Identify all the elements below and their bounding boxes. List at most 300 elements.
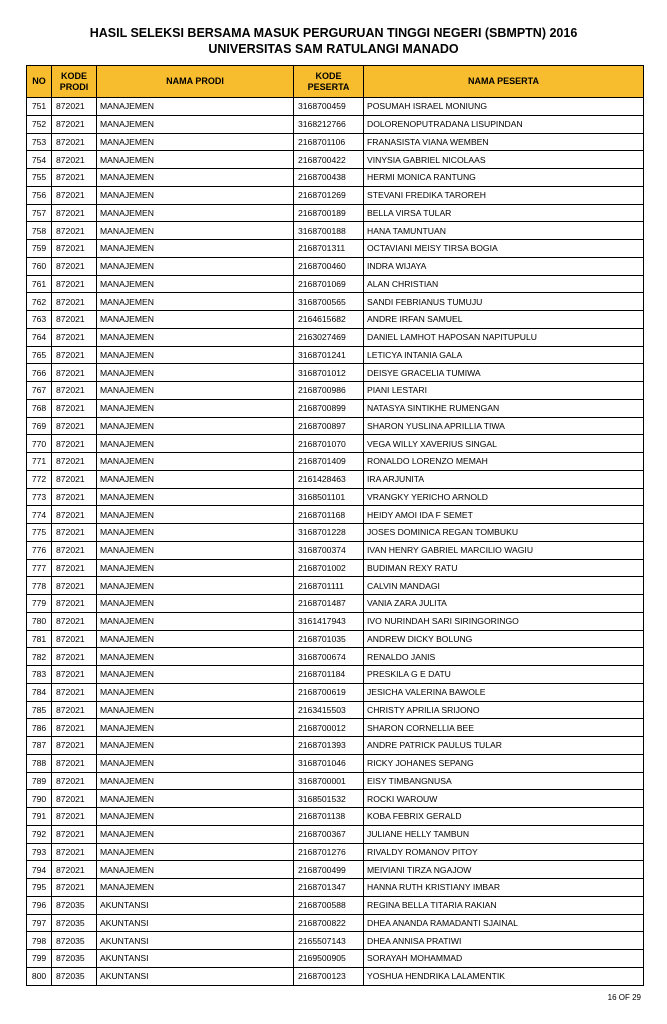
row-nama-peserta: CHRISTY APRILIA SRIJONO: [364, 701, 644, 719]
row-kode-peserta: 2168701347: [294, 879, 364, 897]
row-kode-peserta: 2163415503: [294, 701, 364, 719]
row-kode-prodi: 872021: [52, 577, 97, 595]
table-row: [27, 559, 644, 577]
row-nama-peserta: BUDIMAN REXY RATU: [364, 559, 644, 577]
row-nama-peserta: NATASYA SINTIKHE RUMENGAN: [364, 399, 644, 417]
row-nama-prodi: MANAJEMEN: [97, 133, 294, 151]
table-row: [27, 204, 644, 222]
row-no: 767: [27, 382, 52, 400]
row-kode-prodi: 872021: [52, 719, 97, 737]
row-kode-peserta: 3168700001: [294, 772, 364, 790]
row-nama-prodi: MANAJEMEN: [97, 169, 294, 187]
row-nama-peserta: HANA TAMUNTUAN: [364, 222, 644, 240]
row-no: 795: [27, 879, 52, 897]
row-kode-prodi: 872021: [52, 737, 97, 755]
row-kode-peserta: 2168701002: [294, 559, 364, 577]
row-no: 800: [27, 967, 52, 985]
row-kode-peserta: 2168700897: [294, 417, 364, 435]
row-no: 776: [27, 541, 52, 559]
row-nama-prodi: MANAJEMEN: [97, 417, 294, 435]
row-kode-prodi: 872035: [52, 932, 97, 950]
row-nama-peserta: VANIA ZARA JULITA: [364, 595, 644, 613]
row-nama-peserta: IVO NURINDAH SARI SIRINGORINGO: [364, 612, 644, 630]
row-kode-peserta: 2168701269: [294, 186, 364, 204]
row-nama-peserta: REGINA BELLA TITARIA RAKIAN: [364, 896, 644, 914]
row-nama-peserta: DOLORENOPUTRADANA LISUPINDAN: [364, 115, 644, 133]
row-nama-peserta: SHARON CORNELLIA BEE: [364, 719, 644, 737]
table-row: [27, 861, 644, 879]
row-no: 771: [27, 453, 52, 471]
row-nama-prodi: MANAJEMEN: [97, 612, 294, 630]
row-nama-peserta: RENALDO JANIS: [364, 648, 644, 666]
row-nama-prodi: MANAJEMEN: [97, 151, 294, 169]
row-nama-peserta: STEVANI FREDIKA TAROREH: [364, 186, 644, 204]
row-nama-prodi: MANAJEMEN: [97, 808, 294, 826]
row-kode-peserta: 2168701276: [294, 843, 364, 861]
row-kode-prodi: 872021: [52, 666, 97, 684]
header-nama-prodi: NAMA PRODI: [97, 66, 294, 98]
row-nama-peserta: CALVIN MANDAGI: [364, 577, 644, 595]
row-nama-peserta: HERMI MONICA RANTUNG: [364, 169, 644, 187]
row-kode-peserta: 2168700012: [294, 719, 364, 737]
row-no: 770: [27, 435, 52, 453]
row-kode-peserta: 2168700588: [294, 896, 364, 914]
row-no: 751: [27, 98, 52, 116]
row-kode-peserta: 2168700438: [294, 169, 364, 187]
row-nama-peserta: HEIDY AMOI IDA F SEMET: [364, 506, 644, 524]
row-kode-prodi: 872021: [52, 382, 97, 400]
row-nama-prodi: MANAJEMEN: [97, 399, 294, 417]
row-nama-prodi: MANAJEMEN: [97, 186, 294, 204]
row-kode-peserta: 3168701046: [294, 754, 364, 772]
table-row: [27, 914, 644, 932]
row-nama-peserta: INDRA WIJAYA: [364, 257, 644, 275]
row-kode-peserta: 3168700459: [294, 98, 364, 116]
row-kode-prodi: 872021: [52, 861, 97, 879]
table-body: [27, 98, 644, 986]
header-kode-prodi: KODE PRODI: [52, 66, 97, 98]
table-row: [27, 719, 644, 737]
row-nama-peserta: ANDRE IRFAN SAMUEL: [364, 311, 644, 329]
row-kode-prodi: 872021: [52, 843, 97, 861]
row-kode-peserta: 2168701311: [294, 240, 364, 258]
row-kode-peserta: 2168700189: [294, 204, 364, 222]
row-nama-peserta: BELLA VIRSA TULAR: [364, 204, 644, 222]
row-no: 764: [27, 328, 52, 346]
page-number: 16 OF 29: [607, 993, 641, 1002]
row-kode-prodi: 872021: [52, 151, 97, 169]
table-row: [27, 577, 644, 595]
row-no: 760: [27, 257, 52, 275]
table-row: [27, 328, 644, 346]
row-no: 789: [27, 772, 52, 790]
row-kode-prodi: 872021: [52, 169, 97, 187]
row-no: 796: [27, 896, 52, 914]
row-no: 752: [27, 115, 52, 133]
row-nama-prodi: MANAJEMEN: [97, 275, 294, 293]
row-nama-peserta: JOSES DOMINICA REGAN TOMBUKU: [364, 524, 644, 542]
table-row: [27, 417, 644, 435]
table-row: [27, 790, 644, 808]
row-kode-prodi: 872021: [52, 701, 97, 719]
row-no: 787: [27, 737, 52, 755]
row-nama-prodi: MANAJEMEN: [97, 293, 294, 311]
row-nama-prodi: AKUNTANSI: [97, 896, 294, 914]
row-nama-peserta: DHEA ANANDA RAMADANTI SJAINAL: [364, 914, 644, 932]
table-row: [27, 453, 644, 471]
row-nama-prodi: MANAJEMEN: [97, 488, 294, 506]
table-row: [27, 683, 644, 701]
row-no: 794: [27, 861, 52, 879]
table-row: [27, 630, 644, 648]
row-nama-prodi: MANAJEMEN: [97, 524, 294, 542]
row-nama-prodi: MANAJEMEN: [97, 861, 294, 879]
row-kode-prodi: 872021: [52, 435, 97, 453]
row-nama-prodi: MANAJEMEN: [97, 328, 294, 346]
row-nama-peserta: FRANASISTA VIANA WEMBEN: [364, 133, 644, 151]
document-title: HASIL SELEKSI BERSAMA MASUK PERGURUAN TINGGI NEGERI (SBMPTN) 2016: [89, 26, 578, 40]
row-nama-peserta: OCTAVIANI MEISY TIRSA BOGIA: [364, 240, 644, 258]
table-row: [27, 435, 644, 453]
table-row: [27, 612, 644, 630]
row-kode-peserta: 2168701106: [294, 133, 364, 151]
row-kode-peserta: 3168701241: [294, 346, 364, 364]
row-kode-prodi: 872021: [52, 133, 97, 151]
row-kode-peserta: 3168212766: [294, 115, 364, 133]
row-nama-prodi: MANAJEMEN: [97, 879, 294, 897]
row-kode-peserta: 2168701487: [294, 595, 364, 613]
table-row: [27, 382, 644, 400]
document-subtitle: UNIVERSITAS SAM RATULANGI MANADO: [208, 42, 459, 56]
row-nama-peserta: VINYSIA GABRIEL NICOLAAS: [364, 151, 644, 169]
row-kode-prodi: 872021: [52, 754, 97, 772]
row-kode-prodi: 872021: [52, 595, 97, 613]
row-nama-prodi: MANAJEMEN: [97, 559, 294, 577]
row-no: 757: [27, 204, 52, 222]
table-row: [27, 524, 644, 542]
row-no: 777: [27, 559, 52, 577]
row-no: 799: [27, 950, 52, 968]
row-nama-prodi: MANAJEMEN: [97, 648, 294, 666]
row-kode-peserta: 2168700822: [294, 914, 364, 932]
row-no: 780: [27, 612, 52, 630]
table-row: [27, 950, 644, 968]
row-kode-prodi: 872035: [52, 950, 97, 968]
table-row: [27, 240, 644, 258]
row-nama-peserta: RICKY JOHANES SEPANG: [364, 754, 644, 772]
row-nama-prodi: MANAJEMEN: [97, 541, 294, 559]
row-kode-peserta: 2168700422: [294, 151, 364, 169]
table-row: [27, 222, 644, 240]
row-nama-peserta: ALAN CHRISTIAN: [364, 275, 644, 293]
table-row: [27, 470, 644, 488]
table-row: [27, 808, 644, 826]
row-nama-prodi: MANAJEMEN: [97, 435, 294, 453]
row-nama-prodi: MANAJEMEN: [97, 754, 294, 772]
row-no: 773: [27, 488, 52, 506]
row-kode-prodi: 872021: [52, 417, 97, 435]
row-kode-prodi: 872021: [52, 506, 97, 524]
results-table: [26, 65, 644, 986]
row-kode-prodi: 872021: [52, 772, 97, 790]
row-kode-peserta: 2168700619: [294, 683, 364, 701]
row-nama-prodi: MANAJEMEN: [97, 204, 294, 222]
table-row: [27, 666, 644, 684]
row-nama-prodi: MANAJEMEN: [97, 737, 294, 755]
row-kode-peserta: 2164615682: [294, 311, 364, 329]
header-kode-peserta: KODE PESERTA: [294, 66, 364, 98]
row-no: 768: [27, 399, 52, 417]
row-kode-peserta: 2168701035: [294, 630, 364, 648]
row-kode-prodi: 872021: [52, 115, 97, 133]
table-row: [27, 772, 644, 790]
row-no: 759: [27, 240, 52, 258]
row-no: 755: [27, 169, 52, 187]
row-no: 763: [27, 311, 52, 329]
row-no: 769: [27, 417, 52, 435]
row-kode-prodi: 872021: [52, 346, 97, 364]
row-no: 775: [27, 524, 52, 542]
row-kode-peserta: 2168700499: [294, 861, 364, 879]
row-no: 766: [27, 364, 52, 382]
row-kode-peserta: 2169500905: [294, 950, 364, 968]
row-nama-peserta: DHEA ANNISA PRATIWI: [364, 932, 644, 950]
row-no: 779: [27, 595, 52, 613]
row-kode-peserta: 3168701012: [294, 364, 364, 382]
row-kode-peserta: 2168701184: [294, 666, 364, 684]
row-kode-peserta: 3168700565: [294, 293, 364, 311]
table-row: [27, 648, 644, 666]
row-nama-prodi: MANAJEMEN: [97, 98, 294, 116]
row-nama-peserta: DEISYE GRACELIA TUMIWA: [364, 364, 644, 382]
row-kode-peserta: 2161428463: [294, 470, 364, 488]
row-nama-peserta: EISY TIMBANGNUSA: [364, 772, 644, 790]
row-no: 782: [27, 648, 52, 666]
row-no: 754: [27, 151, 52, 169]
row-nama-prodi: AKUNTANSI: [97, 914, 294, 932]
row-nama-prodi: AKUNTANSI: [97, 950, 294, 968]
row-no: 762: [27, 293, 52, 311]
row-nama-peserta: IVAN HENRY GABRIEL MARCILIO WAGIU: [364, 541, 644, 559]
row-kode-peserta: 3168700374: [294, 541, 364, 559]
row-kode-peserta: 2168700123: [294, 967, 364, 985]
table-row: [27, 737, 644, 755]
row-kode-peserta: 3168501101: [294, 488, 364, 506]
row-kode-peserta: 3161417943: [294, 612, 364, 630]
row-no: 783: [27, 666, 52, 684]
table-row: [27, 311, 644, 329]
row-no: 774: [27, 506, 52, 524]
row-nama-prodi: MANAJEMEN: [97, 825, 294, 843]
row-no: 778: [27, 577, 52, 595]
row-no: 761: [27, 275, 52, 293]
table-row: [27, 169, 644, 187]
table-row: [27, 257, 644, 275]
row-kode-peserta: 2168700986: [294, 382, 364, 400]
table-row: [27, 932, 644, 950]
table-row: [27, 98, 644, 116]
row-nama-peserta: SORAYAH MOHAMMAD: [364, 950, 644, 968]
row-kode-prodi: 872021: [52, 364, 97, 382]
row-nama-prodi: MANAJEMEN: [97, 630, 294, 648]
row-kode-prodi: 872021: [52, 399, 97, 417]
row-no: 785: [27, 701, 52, 719]
row-nama-prodi: MANAJEMEN: [97, 843, 294, 861]
table-row: [27, 151, 644, 169]
table-row: [27, 115, 644, 133]
row-nama-peserta: YOSHUA HENDRIKA LALAMENTIK: [364, 967, 644, 985]
row-nama-prodi: MANAJEMEN: [97, 257, 294, 275]
table-row: [27, 879, 644, 897]
row-nama-peserta: VRANGKY YERICHO ARNOLD: [364, 488, 644, 506]
row-nama-peserta: PIANI LESTARI: [364, 382, 644, 400]
row-nama-peserta: LETICYA INTANIA GALA: [364, 346, 644, 364]
table-row: [27, 506, 644, 524]
table-row: [27, 754, 644, 772]
row-no: 781: [27, 630, 52, 648]
row-kode-prodi: 872021: [52, 328, 97, 346]
row-kode-prodi: 872021: [52, 612, 97, 630]
row-nama-prodi: MANAJEMEN: [97, 790, 294, 808]
row-kode-prodi: 872021: [52, 541, 97, 559]
row-nama-prodi: MANAJEMEN: [97, 666, 294, 684]
row-kode-peserta: 2168701111: [294, 577, 364, 595]
row-nama-peserta: ANDRE PATRICK PAULUS TULAR: [364, 737, 644, 755]
row-nama-prodi: MANAJEMEN: [97, 240, 294, 258]
row-kode-prodi: 872021: [52, 275, 97, 293]
row-no: 788: [27, 754, 52, 772]
table-row: [27, 399, 644, 417]
row-kode-prodi: 872021: [52, 790, 97, 808]
row-nama-peserta: SHARON YUSLINA APRILLIA TIWA: [364, 417, 644, 435]
row-nama-peserta: RIVALDY ROMANOV PITOY: [364, 843, 644, 861]
row-no: 791: [27, 808, 52, 826]
row-kode-peserta: 3168700674: [294, 648, 364, 666]
row-no: 792: [27, 825, 52, 843]
row-nama-prodi: MANAJEMEN: [97, 719, 294, 737]
row-nama-prodi: MANAJEMEN: [97, 577, 294, 595]
row-kode-prodi: 872021: [52, 648, 97, 666]
row-no: 786: [27, 719, 52, 737]
row-nama-peserta: HANNA RUTH KRISTIANY IMBAR: [364, 879, 644, 897]
row-kode-prodi: 872021: [52, 98, 97, 116]
table-row: [27, 275, 644, 293]
row-nama-peserta: DANIEL LAMHOT HAPOSAN NAPITUPULU: [364, 328, 644, 346]
row-nama-peserta: ROCKI WAROUW: [364, 790, 644, 808]
row-no: 765: [27, 346, 52, 364]
row-nama-peserta: SANDI FEBRIANUS TUMUJU: [364, 293, 644, 311]
row-kode-peserta: 2168700899: [294, 399, 364, 417]
row-kode-prodi: 872035: [52, 967, 97, 985]
table-row: [27, 843, 644, 861]
row-kode-prodi: 872021: [52, 825, 97, 843]
row-nama-peserta: VEGA WILLY XAVERIUS SINGAL: [364, 435, 644, 453]
row-nama-prodi: MANAJEMEN: [97, 595, 294, 613]
table-row: [27, 488, 644, 506]
row-kode-peserta: 2168700367: [294, 825, 364, 843]
row-nama-prodi: MANAJEMEN: [97, 772, 294, 790]
table-row: [27, 701, 644, 719]
table-row: [27, 346, 644, 364]
row-nama-prodi: MANAJEMEN: [97, 382, 294, 400]
row-kode-peserta: 3168501532: [294, 790, 364, 808]
row-kode-peserta: 2168701138: [294, 808, 364, 826]
row-nama-prodi: AKUNTANSI: [97, 967, 294, 985]
row-nama-peserta: POSUMAH ISRAEL MONIUNG: [364, 98, 644, 116]
row-kode-prodi: 872021: [52, 683, 97, 701]
row-nama-prodi: MANAJEMEN: [97, 470, 294, 488]
row-kode-prodi: 872021: [52, 559, 97, 577]
header-nama-peserta: NAMA PESERTA: [364, 66, 644, 98]
row-nama-peserta: MEIVIANI TIRZA NGAJOW: [364, 861, 644, 879]
row-nama-peserta: RONALDO LORENZO MEMAH: [364, 453, 644, 471]
row-no: 790: [27, 790, 52, 808]
row-kode-prodi: 872035: [52, 896, 97, 914]
row-kode-peserta: 2168701168: [294, 506, 364, 524]
row-nama-prodi: MANAJEMEN: [97, 311, 294, 329]
table-row: [27, 825, 644, 843]
table-row: [27, 293, 644, 311]
row-nama-peserta: IRA ARJUNITA: [364, 470, 644, 488]
table-row: [27, 364, 644, 382]
row-kode-peserta: 2168701409: [294, 453, 364, 471]
row-no: 793: [27, 843, 52, 861]
row-nama-prodi: MANAJEMEN: [97, 222, 294, 240]
table-header-row: [27, 66, 644, 98]
row-kode-prodi: 872021: [52, 488, 97, 506]
table-row: [27, 541, 644, 559]
table-row: [27, 186, 644, 204]
row-kode-prodi: 872021: [52, 470, 97, 488]
row-kode-prodi: 872021: [52, 630, 97, 648]
row-kode-prodi: 872021: [52, 311, 97, 329]
row-nama-peserta: KOBA FEBRIX GERALD: [364, 808, 644, 826]
row-nama-prodi: AKUNTANSI: [97, 932, 294, 950]
row-kode-prodi: 872021: [52, 222, 97, 240]
row-kode-prodi: 872021: [52, 240, 97, 258]
row-kode-prodi: 872021: [52, 879, 97, 897]
row-nama-prodi: MANAJEMEN: [97, 506, 294, 524]
row-kode-peserta: 2168701069: [294, 275, 364, 293]
row-kode-peserta: 3168701228: [294, 524, 364, 542]
row-kode-peserta: 2168701070: [294, 435, 364, 453]
table-row: [27, 967, 644, 985]
row-nama-peserta: JESICHA VALERINA BAWOLE: [364, 683, 644, 701]
row-kode-prodi: 872021: [52, 808, 97, 826]
row-no: 753: [27, 133, 52, 151]
row-nama-prodi: MANAJEMEN: [97, 701, 294, 719]
row-no: 756: [27, 186, 52, 204]
table-row: [27, 896, 644, 914]
row-kode-peserta: 2168700460: [294, 257, 364, 275]
row-kode-prodi: 872021: [52, 257, 97, 275]
row-no: 797: [27, 914, 52, 932]
row-nama-prodi: MANAJEMEN: [97, 364, 294, 382]
row-kode-prodi: 872021: [52, 293, 97, 311]
row-nama-peserta: ANDREW DICKY BOLUNG: [364, 630, 644, 648]
row-nama-prodi: MANAJEMEN: [97, 346, 294, 364]
row-no: 772: [27, 470, 52, 488]
row-no: 798: [27, 932, 52, 950]
row-nama-prodi: MANAJEMEN: [97, 115, 294, 133]
row-nama-peserta: PRESKILA G E DATU: [364, 666, 644, 684]
header-no: NO: [27, 66, 52, 98]
row-kode-prodi: 872021: [52, 204, 97, 222]
row-kode-prodi: 872035: [52, 914, 97, 932]
row-kode-peserta: 2168701393: [294, 737, 364, 755]
row-no: 784: [27, 683, 52, 701]
row-kode-peserta: 2165507143: [294, 932, 364, 950]
